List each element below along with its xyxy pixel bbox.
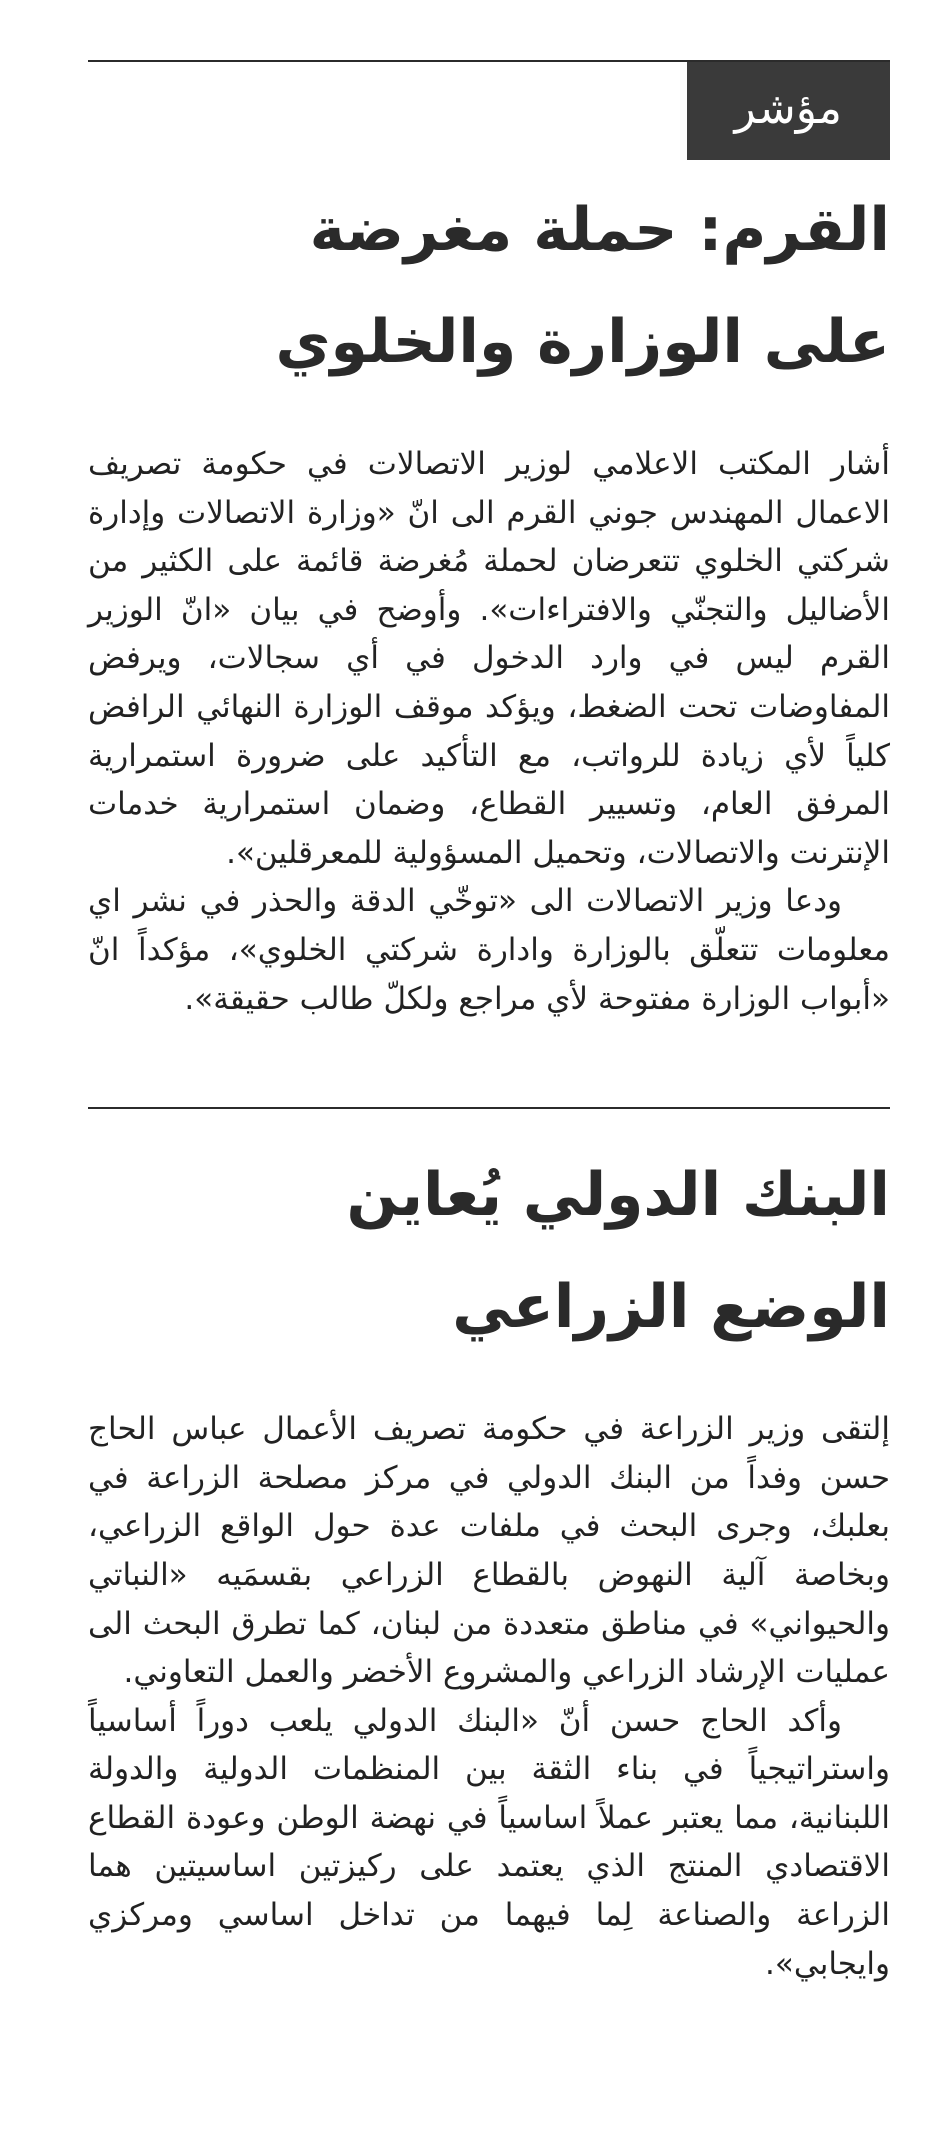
news-column [88,0,890,1988]
article-divider [88,1107,890,1109]
article-paragraph: إلتقى وزير الزراعة في حكومة تصريف الأعمال عباس الحاج حسن وفداً من البنك الدولي في مركز مصلحة الزراعة في بعلبك، وجرى البحث في ملفات عدة حول الواقع الزراعي، وبخاصة آلية النهوض بالقطاع الزراعي بقسمَيه «النباتي والحيواني» في مناطق متعددة من لبنان، كما تطرق البحث الى عمليات الإرشاد الزراعي والمشروع الأخضر والعمل التعاوني. [88,1411,890,1691]
article-headline [88,174,890,398]
article-alqurm [88,174,890,1023]
headline-line-2: الوضع الزراعي [452,1272,890,1343]
article-paragraph: أشار المكتب الاعلامي لوزير الاتصالات في حكومة تصريف الاعمال المهندس جوني القرم الى انّ «وزارة الاتصالات وإدارة شركتي الخلوي تتعرضان لحملة مُغرضة قائمة على الكثير من الأضاليل والتجنّي والافتراءات». وأوضح في بيان «انّ الوزير القرم ليس في وارد الدخول في أي سجالات، ويرفض المفاوضات تحت الضغط، ويؤكد موقف الوزارة النهائي الرافض كلياً لأي زيادة للرواتب، مع التأكيد على ضرورة استمرارية المرفق العام، وتسيير القطاع، وضمان استمرارية خدمات الإنترنت والاتصالات، وتحميل المسؤولية للمعرقلين». [88,446,890,871]
headline-line-2: على الوزارة والخلوي [275,307,890,377]
article-headline [88,1139,890,1363]
article-body [88,1405,890,1988]
article-paragraph: وأكد الحاج حسن أنّ «البنك الدولي يلعب دوراً أساسياً واستراتيجياً في بناء الثقة بين المنظمات الدولية والدولة اللبنانية، مما يعتبر عملاً اساسياً في نهضة الوطن وعودة القطاع الاقتصادي المنتج الذي يعتمد على ركيزتين اساسيتين هما الزراعة والصناعة لِما فيهما من تداخل اساسي ومركزي وايجابي». [88,1702,890,1982]
article-world-bank [88,1139,890,1988]
headline-line-1: البنك الدولي يُعاين [346,1160,890,1231]
article-paragraph: ودعا وزير الاتصالات الى «توخّي الدقة والحذر في نشر اي معلومات تتعلّق بالوزارة وادارة شركتي الخلوي»، مؤكداً انّ «أبواب الوزارة مفتوحة لأي مراجع ولكلّ طالب حقيقة». [88,883,890,1017]
article-body [88,440,890,1023]
section-tag-wrap [88,62,890,160]
section-tag: مؤشر [687,62,890,160]
headline-line-1: القرم: حملة مغرضة [309,195,890,265]
